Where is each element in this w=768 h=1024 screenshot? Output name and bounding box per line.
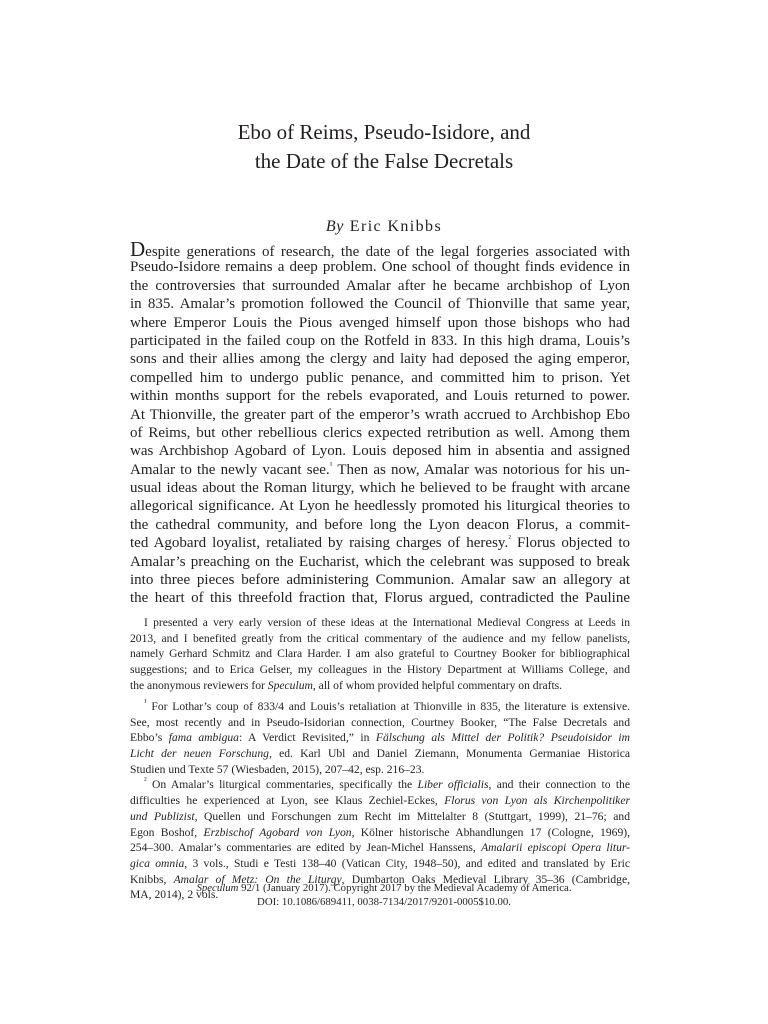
ack-line: namely Gerhard Schmitz and Clara Harder. I am also grateful to Courtney Booker for bibliographical (130, 647, 630, 661)
body-line: participated in the failed coup on the Rotfeld in 833. In this high drama, Louis’s​ (130, 332, 630, 349)
footnote-line: $^{^1}$ For Lothar’s coup of 833/4 and Louis’s retaliation at Thionville in 835, the literature is extensive. (144, 697, 630, 713)
body-line: the heart of this threefold fraction that, Florus argued, contradicted the Pauline​ (130, 590, 630, 607)
footnote-line: difficulties he experienced at Lyon, see Klaus Zechiel-Eckes, Florus von Lyon als Kirchenpolitiker (130, 794, 630, 808)
footnote-line: Licht der neuen Forschung, ed. Karl Ubl and Daniel Ziemann, Monumenta Germaniae Historica (130, 747, 630, 761)
footer-line-2: DOI: 10.1086/689411, 0038-7134/2017/9201-0005$10.00. (257, 896, 511, 908)
acknowledgement-note (130, 615, 630, 693)
ack-line: 2013, and I benefited greatly from the critical commentary of the audience and my fellow panelists, (130, 631, 630, 645)
body-line: Pseudo-Isidore remains a deep problem. One school of thought finds evidence in​ (130, 259, 630, 276)
article-title (0, 118, 768, 176)
body-line: was Archbishop Agobard of Lyon. Louis deposed him in absentia and assigned​ (130, 443, 630, 460)
footer-line-1: Speculum 92/1 (January 2017). Copyright 2017 by the Medieval Academy of America. (196, 882, 572, 894)
footnote-line: Egon Boshof, Erzbischof Agobard von Lyon, Kölner historische Abhandlungen 17 (Cologne, 1969), (130, 825, 631, 839)
footnote-line: 254–300. Amalar’s commentaries are edited by Jean-Michel Hanssens, Amalarii episcopi Opera litur- (130, 841, 631, 855)
body-line: within months support for the rebels evaporated, and Louis returned to power.​ (130, 388, 630, 405)
body-line: Amalar’s preaching on the Eucharist, which the celebrant was supposed to break​ (130, 553, 630, 570)
body-line: sons and their allies among the clergy and laity had deposed the aging emperor,​ (130, 351, 630, 368)
footnote-line: Ebbo’s fama ambigua: A Verdict Revisited,” in Fälschung als Mittel der Politik? Pseudoisidor im (130, 731, 630, 745)
footnote-line: See, most recently and in Pseudo-Isidorian connection, Courtney Booker, “The False Decretals and (130, 715, 630, 729)
byline (0, 218, 768, 236)
body-line: in 835. Amalar’s promotion followed the Council of Thionville that same year,​ (130, 296, 630, 313)
body-line: the controversies that surrounded Amalar after he became archbishop of Lyon​ (130, 277, 630, 294)
footnote-line: gica omnia, 3 vols., Studi e Testi 138–40 (Vatican City, 1948–50), and edited and translated by Eric (130, 856, 630, 870)
title-line-2: the Date of the False Decretals (254, 149, 514, 173)
body-text (130, 237, 630, 608)
footnotes (130, 699, 630, 903)
body-line: Despite generations of research, the date of the legal forgeries associated with​ (130, 237, 630, 261)
ack-line: I presented a very early version of these ideas at the International Medieval Congress at Leeds in (144, 616, 630, 629)
body-line: ted Agobard loyalist, retaliated by raising charges of heresy.$^{^2}$ Florus objected to​ (130, 533, 630, 552)
body-line: the cathedral community, and before long the Lyon deacon Florus, a commit-​ (130, 516, 630, 533)
footnote-line: Knibbs, Amalar of Metz: On the Liturgy, Dumbarton Oaks Medieval Library 35–36 (Cambridge, (130, 872, 631, 886)
author-name: Eric Knibbs (349, 218, 443, 235)
byline-by: By (325, 218, 344, 235)
body-line: into three pieces before administering Communion. Amalar saw an allegory at​ (130, 572, 630, 589)
citation-footer (0, 881, 768, 909)
title-line-1: Ebo of Reims, Pseudo-Isidore, and (237, 120, 531, 144)
footnote-line: MA, 2014), 2 vols. (130, 888, 219, 902)
body-line: where Emperor Louis the Pious avenged himself upon those bishops who had​ (130, 314, 630, 331)
ack-line: the anonymous reviewers for Speculum, all of whom provided helpful commentary on drafts. (130, 678, 563, 692)
ack-line: suggestions; and to Erica Gelser, my colleagues in the History Department at Williams College, and (130, 663, 630, 677)
body-line: At Thionville, the greater part of the emperor’s wrath accrued to Archbishop Ebo​ (130, 406, 630, 423)
footnote-line: und Publizist, Quellen und Forschungen zum Recht im Mittelalter 8 (Stuttgart, 1999), 21–76; and (130, 809, 630, 823)
body-line: Amalar to the newly vacant see.$^{^1}$ Then as now, Amalar was notorious for his un-​ (130, 459, 630, 478)
footnote-line: Studien und Texte 57 (Wiesbaden, 2015), 207–42, esp. 216–23. (130, 762, 425, 776)
body-line: allegorical significance. At Lyon he heedlessly promoted his liturgical theories to​ (130, 498, 630, 515)
body-line: of Reims, but other rebellious clerics expected retribution as well. Among them​ (130, 424, 630, 441)
body-line: usual ideas about the Roman liturgy, which he believed to be fraught with arcane​ (130, 480, 630, 497)
footnote-line: $^{^2}$ On Amalar’s liturgical commentaries, specifically the Liber officialis, and their connection to the (144, 775, 630, 792)
body-line: compelled him to undergo public penance, and committed him to prison. Yet​ (130, 369, 630, 386)
